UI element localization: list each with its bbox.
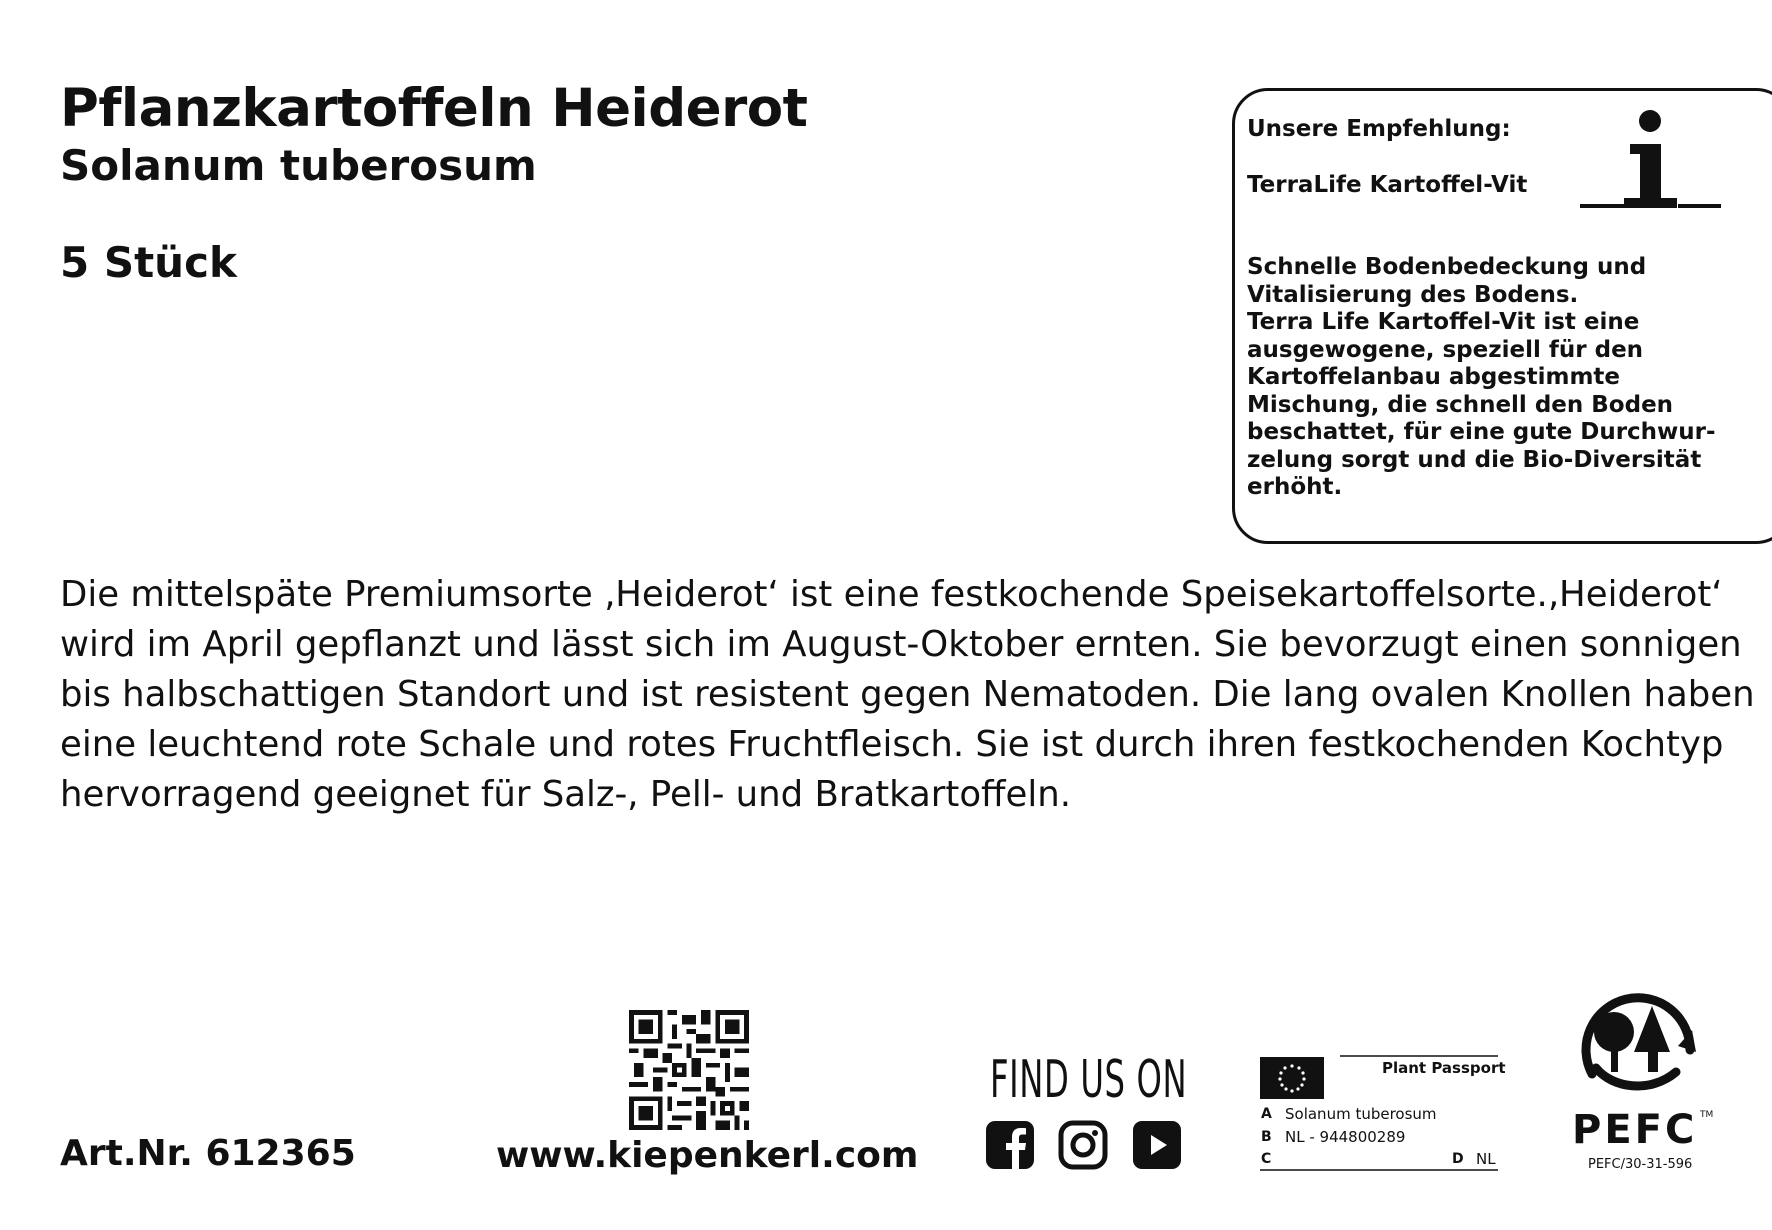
botanical-name: Solanum tuberosum [60,141,537,190]
passport-label-c: C [1261,1151,1272,1167]
recommendation-line: ausgewogene, speziell für den [1247,336,1644,363]
article-number: Art.Nr. 612365 [60,1133,356,1174]
youtube-icon[interactable] [1132,1120,1182,1170]
pefc-trademark: TM [1700,1110,1714,1120]
recommendation-description [1247,254,1716,502]
recommendation-line: Mischung, die schnell den Boden [1247,391,1674,418]
info-icon [1578,108,1723,212]
recommendation-line: Terra Life Kartoffel-Vit ist eine [1247,309,1640,335]
recommendation-line: beschattet, für eine gute Durchwur- [1247,419,1716,445]
facebook-icon[interactable] [985,1120,1035,1170]
passport-registration: NL - 944800289 [1285,1128,1406,1146]
recommendation-product: TerraLife Kartoffel-Vit [1247,172,1528,198]
website-link[interactable]: www.kiepenkerl.com [496,1135,919,1176]
pefc-logo-icon [1572,990,1702,1110]
recommendation-line: Kartoffelanbau abgestimmte [1247,364,1620,390]
description-line: hervorragend geeignet für Salz-, Pell- und Bratkartoffeln. [60,774,1071,815]
variety-description [60,570,1755,820]
passport-label-b: B [1261,1129,1272,1145]
recommendation-line: erhöht. [1247,474,1343,500]
plant-passport-title: Plant Passport [1382,1059,1506,1077]
passport-label-d: D [1452,1151,1464,1167]
passport-label-a: A [1261,1106,1272,1122]
product-title: Pflanzkartoffeln Heiderot [60,78,808,139]
pefc-license-code: PEFC/30-31-596 [1588,1157,1693,1172]
description-line: eine leuchtend rote Schale und rotes Fruchtfleisch. Sie ist durch ihren festkochenden Kochtyp [60,724,1724,765]
recommendation-line: Vitalisierung des Bodens. [1247,281,1579,308]
recommendation-heading: Unsere Empfehlung: [1247,116,1511,142]
description-line: wird im April gepflanzt und lässt sich im August-Oktober ernten. Sie bevorzugt einen sonnigen [60,624,1742,665]
instagram-icon[interactable] [1058,1120,1108,1170]
recommendation-line: zelung sorgt und die Bio-Diversität [1247,446,1702,473]
find-us-label: FIND US ON [990,1050,1188,1110]
pefc-wordmark: PEFC [1572,1107,1698,1153]
recommendation-line: Schnelle Bodenbedeckung und [1247,254,1647,280]
description-line: Die mittelspäte Premiumsorte ‚Heiderot‘ ist eine festkochende Speisekartoffelsorte.‚Heiderot‘ [60,574,1723,615]
qr-code[interactable] [629,1010,749,1130]
package-count: 5 Stück [60,238,237,287]
passport-country: NL [1476,1150,1496,1168]
passport-species: Solanum tuberosum [1285,1105,1437,1123]
description-line: bis halbschattigen Standort und ist resistent gegen Nematoden. Die lang ovalen Knollen haben [60,674,1755,715]
